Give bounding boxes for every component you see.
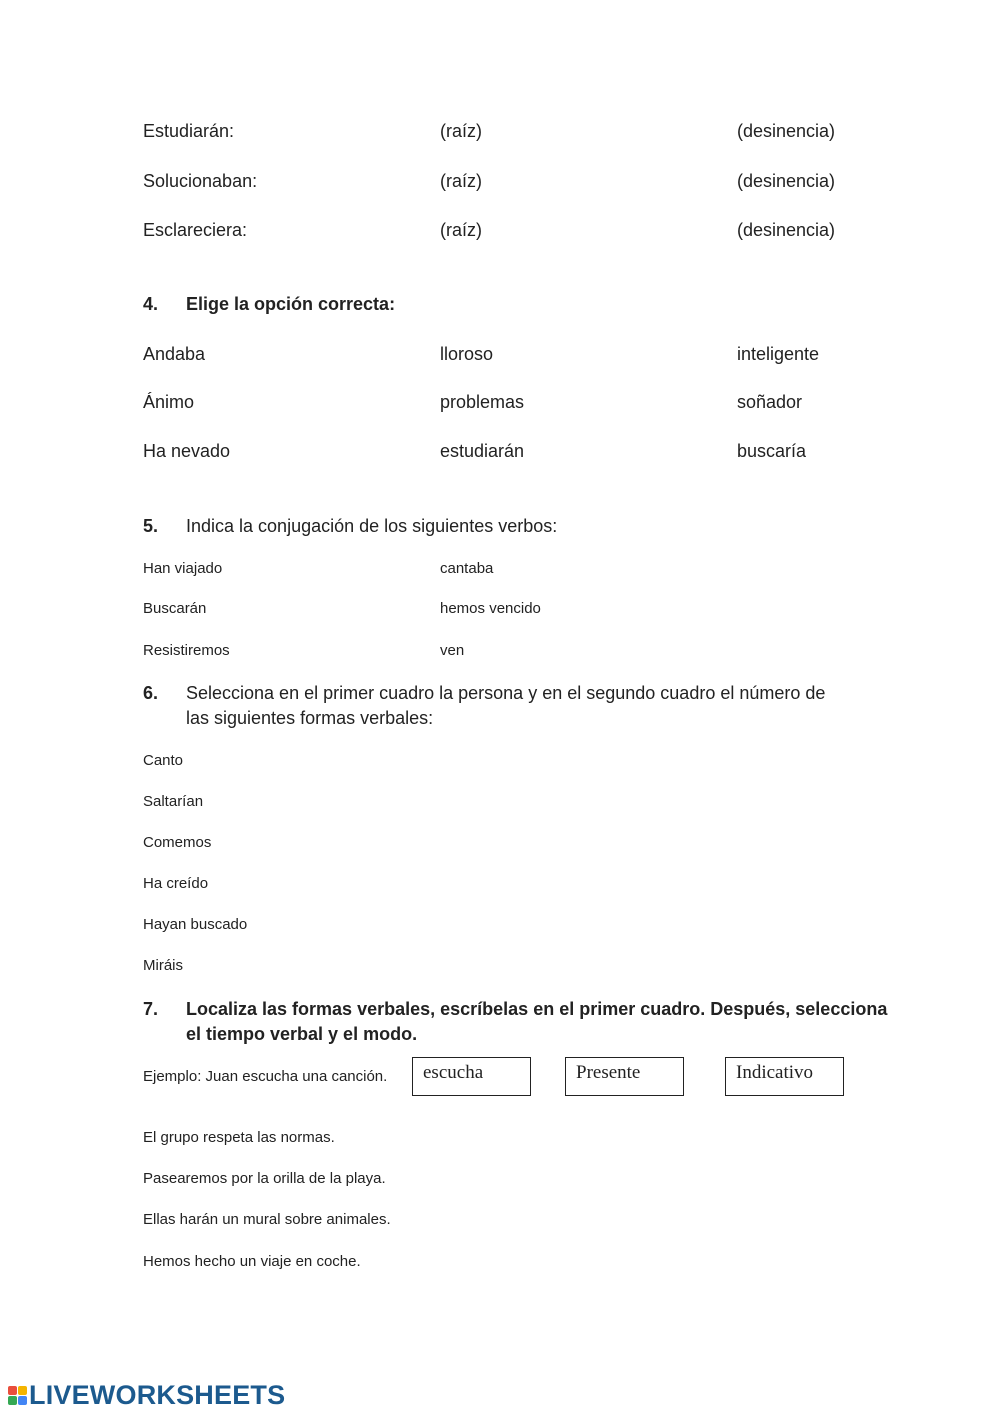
- s3-row-1-root: (raíz): [440, 121, 482, 141]
- s3-row-3-root: (raíz): [440, 220, 482, 240]
- s5-verb: cantaba: [440, 560, 494, 577]
- s3-row-2-word: Solucionaban:: [143, 171, 258, 191]
- s7-example-tense-box: Presente: [565, 1057, 684, 1096]
- s3-row-2-ending: (desinencia): [737, 171, 836, 191]
- s7-sentence: Hemos hecho un viaje en coche.: [143, 1253, 361, 1270]
- s4-number: 4.: [143, 294, 159, 314]
- s5-verb: Resistiremos: [143, 642, 230, 659]
- s4-option[interactable]: problemas: [440, 392, 525, 412]
- s6-item: Saltarían: [143, 793, 204, 810]
- s7-example-mode-box: Indicativo: [725, 1057, 844, 1096]
- s7-number: 7.: [143, 999, 159, 1019]
- s3-row-2-root: (raíz): [440, 171, 482, 191]
- s6-item: Canto: [143, 752, 184, 769]
- s7-example-sentence: Ejemplo: Juan escucha una canción.: [143, 1068, 388, 1085]
- s7-example-verb-box: escucha: [412, 1057, 531, 1096]
- s7-sentence: Ellas harán un mural sobre animales.: [143, 1211, 391, 1228]
- s5-verb: hemos vencido: [440, 600, 541, 617]
- s5-verb: ven: [440, 642, 465, 659]
- s4-option[interactable]: Ánimo: [143, 392, 195, 412]
- s6-item: Miráis: [143, 957, 183, 974]
- s6-title-line2: las siguientes formas verbales:: [186, 708, 434, 728]
- s6-item: Hayan buscado: [143, 916, 248, 933]
- s3-row-3-word: Esclareciera:: [143, 220, 248, 240]
- s4-option[interactable]: soñador: [737, 392, 803, 412]
- s6-item: Ha creído: [143, 875, 209, 892]
- s6-item: Comemos: [143, 834, 212, 851]
- s6-title-line1: Selecciona en el primer cuadro la persona y en el segundo cuadro el número de: [186, 683, 826, 703]
- s5-verb: Buscarán: [143, 600, 207, 617]
- s5-number: 5.: [143, 516, 159, 536]
- s4-option[interactable]: buscaría: [737, 441, 807, 461]
- s3-row-3-ending: (desinencia): [737, 220, 836, 240]
- s5-title: Indica la conjugación de los siguientes verbos:: [186, 516, 558, 536]
- s4-option[interactable]: Andaba: [143, 344, 206, 364]
- s7-title-line2: el tiempo verbal y el modo.: [186, 1024, 418, 1044]
- s4-title: Elige la opción correcta:: [186, 294, 396, 314]
- s4-option[interactable]: inteligente: [737, 344, 820, 364]
- s7-sentence: El grupo respeta las normas.: [143, 1129, 335, 1146]
- s4-option[interactable]: Ha nevado: [143, 441, 231, 461]
- s7-title-line1: Localiza las formas verbales, escríbelas en el primer cuadro. Después, selecciona: [186, 999, 888, 1019]
- s3-row-1-ending: (desinencia): [737, 121, 836, 141]
- s4-option[interactable]: estudiarán: [440, 441, 525, 461]
- logo-text: LIVEWORKSHEETS: [29, 1379, 286, 1410]
- s5-verb: Han viajado: [143, 560, 223, 577]
- s7-sentence: Pasearemos por la orilla de la playa.: [143, 1170, 386, 1187]
- s6-number: 6.: [143, 683, 159, 703]
- liveworksheets-logo: [8, 1380, 285, 1410]
- s4-option[interactable]: lloroso: [440, 344, 494, 364]
- s3-row-1-word: Estudiarán:: [143, 121, 235, 141]
- logo-icon: [8, 1386, 27, 1405]
